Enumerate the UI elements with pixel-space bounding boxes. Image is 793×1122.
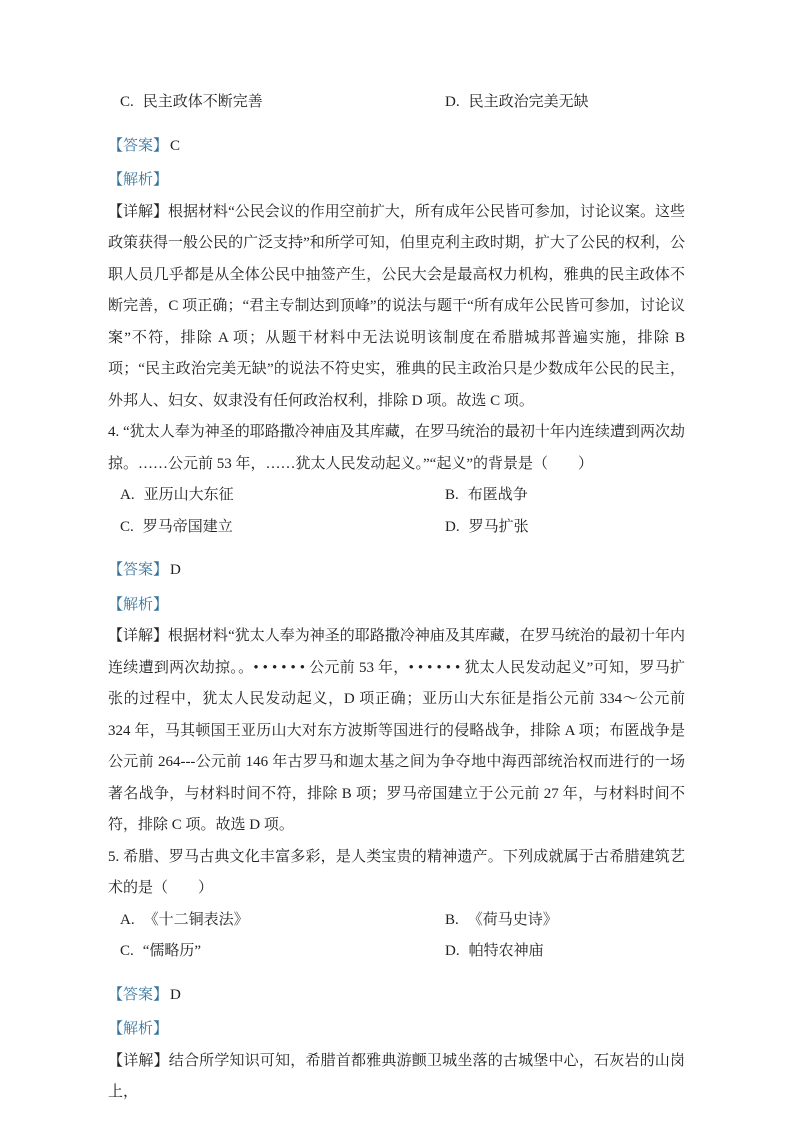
question-4-detail-paragraph: 【详解】根据材料“犹太人奉为神圣的耶路撒冷神庙及其库藏，在罗马统治的最初十年内连续遭到两次劫掠。。• • • • • • 公元前 53 年，• • • • • • 犹太人民发动起义”可知，罗马扩张的过程中，犹太人民发动起义，D 项正确；亚历山大东征是指公元前 334～公元前 324 年，马其顿国王亚历山大对东方波斯等国进行的侵略战争，排除 A 项；布匿战争是公元前 264---公元前 146 年古罗马和迦太基之间为争夺地中海西部统治权而进行的一场著名战争，与材料时间不符，排除 B 项；罗马帝国建立于公元前 27 年，与材料时间不符，排除 C 项。故选 D 项。 (108, 628, 685, 833)
answer-tag: 【答案】 (108, 137, 169, 154)
question-3-detail-paragraph: 【详解】根据材料“公民会议的作用空前扩大，所有成年公民皆可参加，讨论议案。这些政策获得一般公民的广泛支持”和所学可知，伯里克利主政时期，扩大了公民的权利，公职人员几乎都是从全体公民中抽签产生，公民大会是最高权力机构，雅典的民主政体不断完善，C 项正确；“君主专制达到顶峰”的说法与题干“所有成年公民皆可参加，讨论议案”不符，排除 A 项；从题干材料中无法说明该制度在希腊城邦普遍实施，排除 B 项；“民主政治完美无缺”的说法不符史实，雅典的民主政治只是少数成年公民的民主，外邦人、妇女、奴隶没有任何政治权利，排除 D 项。故选 C 项。 (108, 203, 685, 409)
question-4-stem: 4. “犹太人奉为神圣的耶路撒冷神庙及其库藏，在罗马统治的最初十年内连续遭到两次劫掠。……公元前 53 年，……犹太人民发动起义。”“起义”的背景是（ ） (108, 424, 685, 472)
question-5-options-row-cd (108, 936, 685, 968)
option-letter: B. (445, 487, 459, 503)
question-5-option-a (120, 905, 445, 937)
question-3-option-d (445, 87, 685, 119)
answer-tag: 【答案】 (108, 986, 169, 1003)
option-letter: C. (120, 943, 134, 959)
question-3-answer-line (108, 131, 685, 163)
analysis-tag: 【解析】 (108, 172, 169, 188)
question-4-analysis-line (108, 590, 685, 622)
analysis-tag: 【解析】 (108, 1021, 169, 1037)
option-text: 罗马扩张 (468, 518, 529, 535)
question-4-option-d (445, 512, 685, 544)
option-text: 《十二铜表法》 (143, 911, 249, 928)
question-4-answer-line (108, 555, 685, 587)
option-letter: B. (445, 911, 459, 928)
option-letter: A. (120, 911, 135, 928)
question-5-option-c (120, 936, 445, 968)
option-letter: C. (120, 94, 134, 110)
question-4-option-b (445, 480, 685, 512)
question-5-stem: 5. 希腊、罗马古典文化丰富多彩，是人类宝贵的精神遗产。下列成就属于古希腊建筑艺术的是（ ） (108, 848, 685, 896)
question-4-options-row-ab (108, 480, 685, 512)
analysis-tag: 【解析】 (108, 596, 169, 613)
question-5-option-d (445, 936, 685, 968)
question-5-detail-paragraph: 【详解】结合所学知识可知，希腊首都雅典游颤卫城坐落的古城堡中心，石灰岩的山岗上， (108, 1052, 685, 1100)
answer-value: D (170, 562, 181, 578)
question-3-options-row-cd (108, 87, 685, 119)
option-letter: C. (120, 518, 134, 535)
option-text: 《荷马史诗》 (467, 911, 558, 928)
question-3-option-c (120, 87, 445, 119)
option-text: 亚历山大东征 (143, 487, 234, 503)
option-letter: D. (445, 94, 460, 110)
question-4-option-c (120, 512, 445, 544)
question-4-options-row-cd (108, 512, 685, 544)
option-letter: D. (445, 518, 460, 535)
option-text: 帕特农神庙 (468, 943, 544, 959)
option-text: 布匿战争 (467, 487, 528, 503)
question-5-analysis-line (108, 1014, 685, 1046)
option-text: 民主政治完美无缺 (468, 94, 589, 110)
option-letter: D. (445, 943, 460, 959)
question-5-options-row-ab (108, 905, 685, 937)
option-text: 民主政体不断完善 (142, 94, 263, 110)
answer-value: D (170, 986, 181, 1003)
question-4-option-a (120, 480, 445, 512)
question-3-analysis-line (108, 165, 685, 197)
option-letter: A. (120, 487, 135, 503)
answer-value: C (170, 137, 181, 154)
option-text: 罗马帝国建立 (142, 518, 233, 535)
question-5-answer-line (108, 980, 685, 1012)
answer-tag: 【答案】 (108, 562, 169, 578)
option-text: “儒略历” (142, 943, 202, 959)
question-5-option-b (445, 905, 685, 937)
